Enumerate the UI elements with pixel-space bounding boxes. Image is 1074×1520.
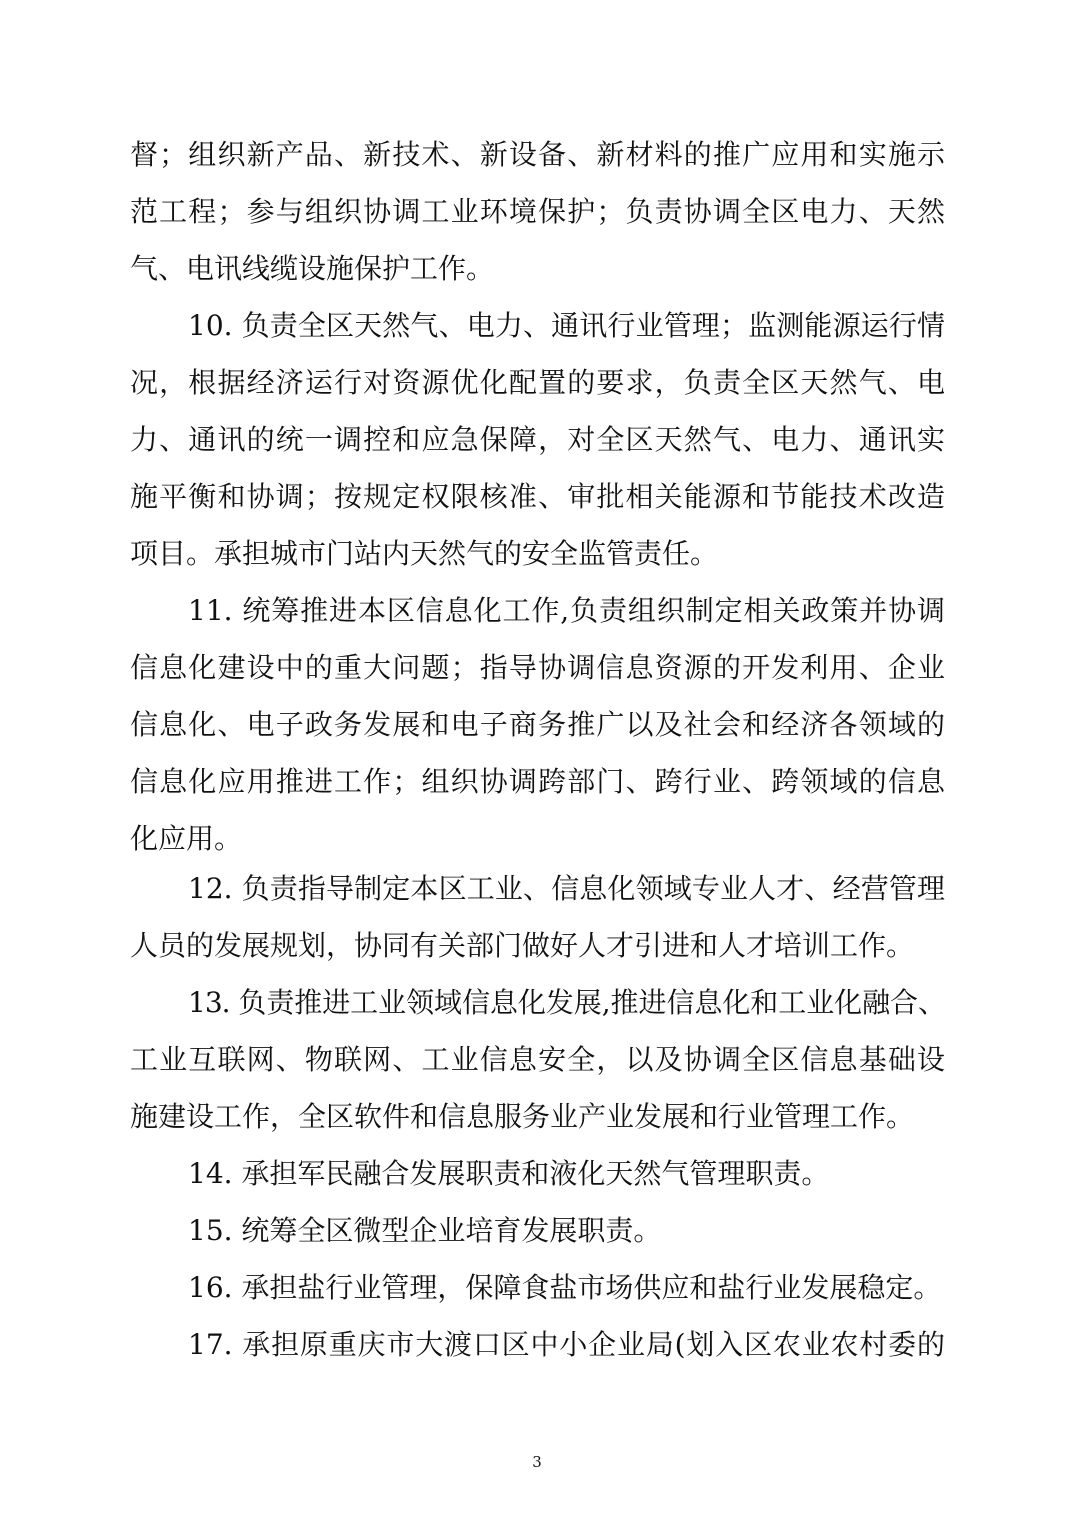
text-line: 人员的发展规划，协同有关部门做好人才引进和人才培训工作。 [130,929,915,962]
text-line: 17. 承担原重庆市大渡口区中小企业局(划入区农业农村委的 [188,1328,945,1361]
text-line: 15. 统筹全区微型企业培育发展职责。 [188,1214,662,1247]
text-line: 况，根据经济运行对资源优化配置的要求，负责全区天然气、电 [130,366,945,399]
text-line: 范工程；参与组织协调工业环境保护；负责协调全区电力、天然 [130,195,945,228]
text-line: 10. 负责全区天然气、电力、通讯行业管理；监测能源运行情 [188,309,945,342]
text-line: 11. 统筹推进本区信息化工作,负责组织制定相关政策并协调 [188,594,945,627]
text-line: 施建设工作，全区软件和信息服务业产业发展和行业管理工作。 [130,1100,915,1133]
page-number: 3 [532,1453,542,1471]
text-line: 工业互联网、物联网、工业信息安全，以及协调全区信息基础设 [130,1043,945,1076]
text-line: 气、电讯线缆设施保护工作。 [130,252,495,285]
text-line: 力、通讯的统一调控和应急保障，对全区天然气、电力、通讯实 [130,423,945,456]
text-line: 14. 承担军民融合发展职责和液化天然气管理职责。 [188,1157,830,1190]
text-line: 施平衡和协调；按规定权限核准、审批相关能源和节能技术改造 [130,480,945,513]
text-line: 项目。承担城市门站内天然气的安全监管责任。 [130,537,719,570]
text-line: 督；组织新产品、新技术、新设备、新材料的推广应用和实施示 [130,138,945,171]
text-line: 化应用。 [130,822,243,855]
text-line: 16. 承担盐行业管理，保障食盐市场供应和盐行业发展稳定。 [188,1271,942,1304]
text-line: 12. 负责指导制定本区工业、信息化领域专业人才、经营管理 [188,872,945,905]
text-line: 信息化建设中的重大问题；指导协调信息资源的开发利用、企业 [130,651,945,684]
text-line: 信息化、电子政务发展和电子商务推广以及社会和经济各领域的 [130,708,945,741]
text-line: 信息化应用推进工作；组织协调跨部门、跨行业、跨领域的信息 [130,765,945,798]
text-line: 13. 负责推进工业领域信息化发展,推进信息化和工业化融合、 [188,986,945,1019]
